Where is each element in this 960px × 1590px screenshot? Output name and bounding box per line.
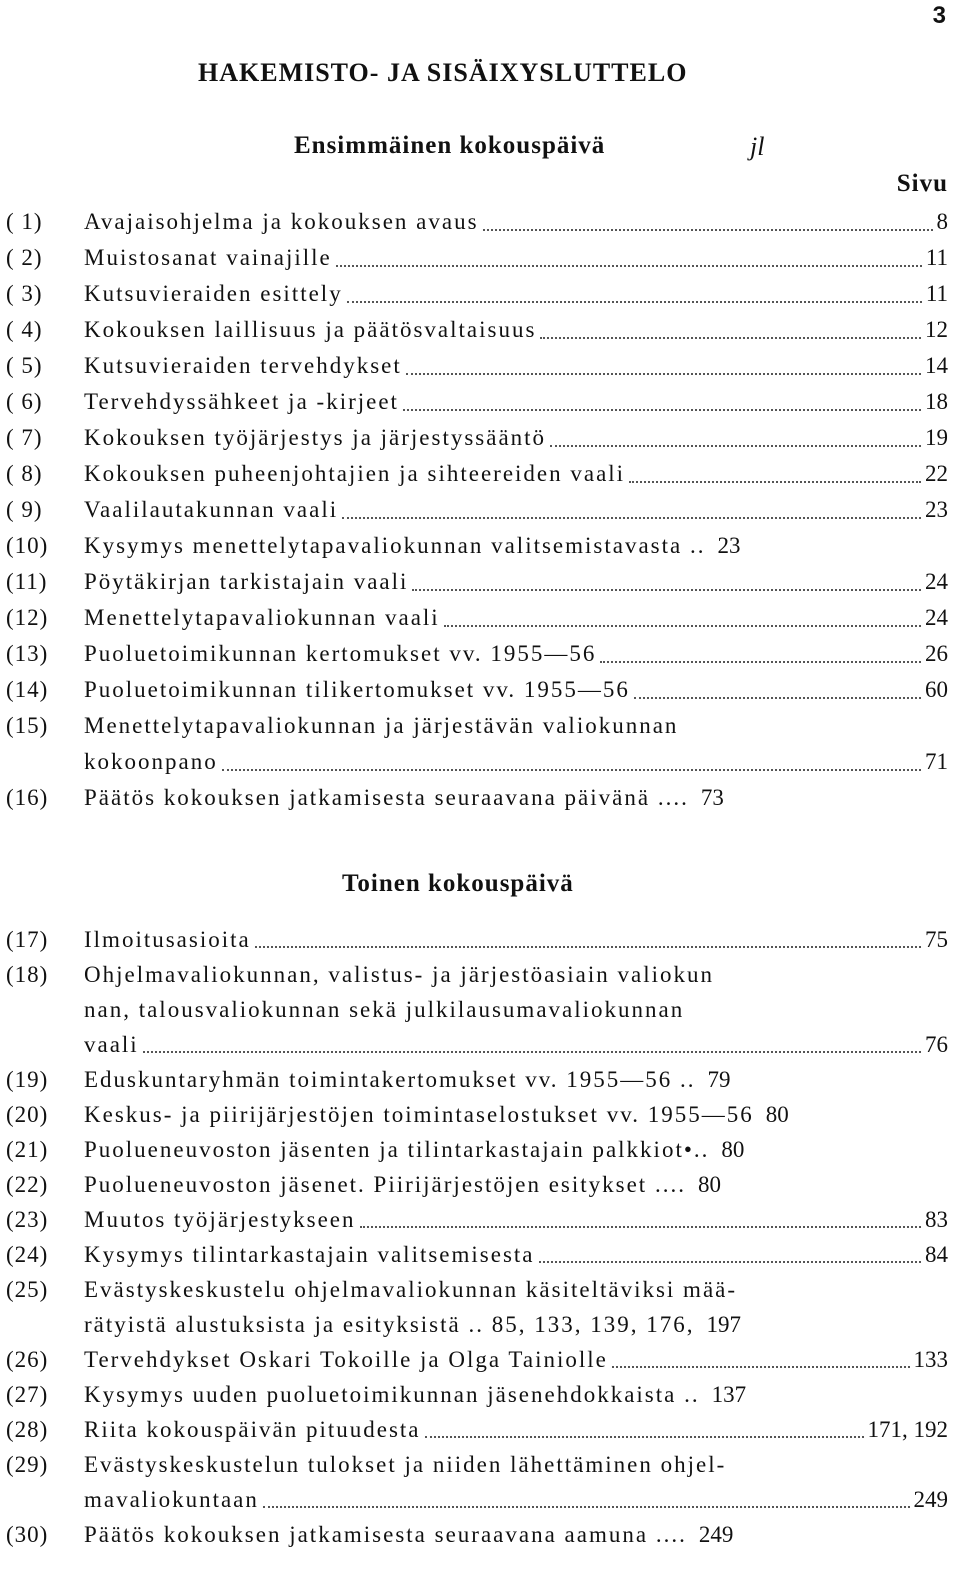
entry-number: ( 4) <box>6 317 43 342</box>
entry-number: (11) <box>6 569 48 594</box>
page-ref: 249 <box>913 1487 948 1512</box>
toc-entry <box>0 348 948 384</box>
dot-leader <box>444 624 921 627</box>
entry-title: Kokouksen laillisuus ja päätösvaltaisuus <box>84 317 537 342</box>
dot-leader <box>255 945 921 948</box>
page-ref: 80 <box>721 1137 745 1162</box>
toc-entry <box>0 312 948 348</box>
dot-leader <box>403 408 921 411</box>
toc-list-second-day <box>0 922 948 1552</box>
entry-title: Tervehdykset Oskari Tokoille ja Olga Tainiolle <box>84 1347 608 1372</box>
toc-entry <box>0 1062 948 1097</box>
page-ref: 23 <box>925 497 948 522</box>
toc-entry <box>0 957 948 1062</box>
entry-title: Tervehdyssähkeet ja -kirjeet <box>84 389 399 414</box>
page-ref: 171, 192 <box>867 1417 948 1442</box>
toc-line <box>0 528 948 564</box>
entry-number: ( 1) <box>6 209 43 234</box>
toc-line <box>0 1167 948 1202</box>
toc-entry <box>0 384 948 420</box>
toc-entry <box>0 528 948 564</box>
dot-leader <box>347 300 922 303</box>
toc-line <box>0 492 948 528</box>
page-ref: 23 <box>717 533 741 558</box>
page-ref: 18 <box>925 389 948 414</box>
page-ref: 11 <box>925 245 948 270</box>
entry-number: (23) <box>6 1207 49 1232</box>
page-ref: 14 <box>925 353 948 378</box>
toc-entry <box>0 1412 948 1447</box>
entry-title: Päätös kokouksen jatkamisesta seuraavana aamuna .... <box>84 1522 687 1547</box>
entry-title: Puoluetoimikunnan kertomukset vv. 1955—56 <box>84 641 597 666</box>
entry-title: vaali <box>84 1032 139 1057</box>
toc-line <box>0 1062 948 1097</box>
entry-number: (13) <box>6 641 49 666</box>
entry-number: ( 3) <box>6 281 43 306</box>
page-ref: 22 <box>925 461 948 486</box>
entry-number: ( 5) <box>6 353 43 378</box>
page-ref: 83 <box>925 1207 948 1232</box>
page-ref: 80 <box>765 1102 789 1127</box>
page-ref: 12 <box>925 317 948 342</box>
toc-line <box>0 1202 948 1237</box>
dot-leader <box>342 516 921 519</box>
toc-line <box>0 312 948 348</box>
handwritten-note: jl <box>750 132 765 161</box>
toc-entry <box>0 780 948 816</box>
dot-leader <box>222 768 921 771</box>
toc-entry <box>0 564 948 600</box>
entry-number: ( 9) <box>6 497 43 522</box>
toc-entry <box>0 1342 948 1377</box>
entry-title: Päätös kokouksen jatkamisesta seuraavana päivänä .... <box>84 785 689 810</box>
page-ref: 133 <box>913 1347 948 1372</box>
toc-list-first-day <box>0 204 948 816</box>
entry-number: (20) <box>6 1102 49 1127</box>
toc-line <box>0 240 948 276</box>
entry-title: Ohjelmavaliokunnan, valistus- ja järjestöasiain valiokun <box>84 962 715 987</box>
entry-title: Puolueneuvoston jäsenet. Piirijärjestöjen esitykset .... <box>84 1172 686 1197</box>
dot-leader <box>143 1050 921 1053</box>
toc-line <box>0 672 948 708</box>
entry-title: Puolueneuvoston jäsenten ja tilintarkastajain palkkiot•.. <box>84 1137 710 1162</box>
toc-line <box>0 1237 948 1272</box>
dot-leader <box>634 696 921 699</box>
toc-entry <box>0 1447 948 1517</box>
entry-number: (14) <box>6 677 49 702</box>
toc-entry <box>0 708 948 780</box>
toc-line <box>0 384 948 420</box>
toc-line <box>0 1132 948 1167</box>
entry-title: Menettelytapavaliokunnan vaali <box>84 605 440 630</box>
toc-line <box>0 922 948 957</box>
entry-title: kokoonpano <box>84 749 218 774</box>
toc-entry <box>0 1517 948 1552</box>
entry-number: (15) <box>6 713 49 738</box>
entry-title: Muutos työjärjestykseen <box>84 1207 356 1232</box>
page-ref: 84 <box>925 1242 948 1267</box>
toc-entry <box>0 240 948 276</box>
entry-number: ( 6) <box>6 389 43 414</box>
page-ref: 8 <box>936 209 948 234</box>
entry-title: Pöytäkirjan tarkistajain vaali <box>84 569 409 594</box>
entry-number: (17) <box>6 927 49 952</box>
page-ref: 249 <box>698 1522 734 1547</box>
dot-leader <box>540 336 921 339</box>
toc-entry <box>0 1237 948 1272</box>
entry-number: (21) <box>6 1137 49 1162</box>
entry-title: Riita kokouspäivän pituudesta <box>84 1417 421 1442</box>
toc-entry <box>0 420 948 456</box>
entry-number: (10) <box>6 533 49 558</box>
entry-number: (27) <box>6 1382 49 1407</box>
dot-leader <box>412 588 921 591</box>
page-ref: 76 <box>925 1032 948 1057</box>
entry-number: ( 8) <box>6 461 43 486</box>
page-ref: 26 <box>925 641 948 666</box>
toc-line <box>0 1272 948 1307</box>
entry-title: mavaliokuntaan <box>84 1487 259 1512</box>
entry-title: rätyistä alustuksista ja esityksistä .. 85, 133, 139, 176, <box>84 1312 695 1337</box>
entry-title: nan, talousvaliokunnan sekä julkilausumavaliokunnan <box>84 997 685 1022</box>
toc-entry <box>0 1132 948 1167</box>
toc-line <box>0 1482 948 1517</box>
toc-line <box>0 1377 948 1412</box>
page-ref: 197 <box>706 1312 741 1337</box>
toc-entry <box>0 456 948 492</box>
section-heading-second-day: Toinen kokouspäivä <box>342 870 574 897</box>
entry-title: Kokouksen puheenjohtajien ja sihteereiden vaali <box>84 461 626 486</box>
toc-line <box>0 780 948 816</box>
entry-title: Vaalilautakunnan vaali <box>84 497 339 522</box>
toc-entry <box>0 1097 948 1132</box>
toc-line <box>0 708 948 744</box>
section-heading-first-day: Ensimmäinen kokouspäivä <box>294 132 606 159</box>
toc-entry <box>0 672 948 708</box>
toc-entry <box>0 276 948 312</box>
entry-title: Kokouksen työjärjestys ja järjestyssääntö <box>84 425 547 450</box>
toc-line <box>0 204 948 240</box>
entry-number: (19) <box>6 1067 49 1092</box>
page-ref: 79 <box>707 1067 731 1092</box>
entry-title: Keskus- ja piirijärjestöjen toimintaselostukset vv. 1955—56 <box>84 1102 754 1127</box>
page-ref: 60 <box>925 677 948 702</box>
toc-line <box>0 1517 948 1552</box>
dot-leader <box>360 1225 922 1228</box>
toc-entry <box>0 204 948 240</box>
dot-leader <box>600 660 921 663</box>
entry-number: (29) <box>6 1452 49 1477</box>
entry-title: Kutsuvieraiden esittely <box>84 281 343 306</box>
toc-entry <box>0 1167 948 1202</box>
toc-entry <box>0 492 948 528</box>
entry-number: (30) <box>6 1522 49 1547</box>
toc-line <box>0 600 948 636</box>
page-ref: 11 <box>925 281 948 306</box>
entry-title: Kysymys tilintarkastajain valitsemisesta <box>84 1242 535 1267</box>
entry-number: (25) <box>6 1277 49 1302</box>
toc-line <box>0 564 948 600</box>
toc-line <box>0 1342 948 1377</box>
entry-number: (18) <box>6 962 49 987</box>
toc-line <box>0 420 948 456</box>
toc-line <box>0 957 948 992</box>
entry-title: Muistosanat vainajille <box>84 245 332 270</box>
page-ref: 24 <box>925 605 948 630</box>
entry-number: (22) <box>6 1172 49 1197</box>
toc-entry <box>0 1377 948 1412</box>
entry-number: ( 7) <box>6 425 43 450</box>
entry-title: Kysymys menettelytapavaliokunnan valitsemistavasta .. <box>84 533 706 558</box>
entry-title: Kutsuvieraiden tervehdykset <box>84 353 402 378</box>
page-ref: 71 <box>925 749 948 774</box>
entry-title: Evästyskeskustelu ohjelmavaliokunnan käsiteltäviksi mää- <box>84 1277 738 1302</box>
entry-number: (24) <box>6 1242 49 1267</box>
toc-entry <box>0 922 948 957</box>
page-ref: 73 <box>700 785 724 810</box>
toc-entry <box>0 600 948 636</box>
toc-line <box>0 456 948 492</box>
entry-number: (16) <box>6 785 49 810</box>
dot-leader <box>612 1365 910 1368</box>
dot-leader <box>629 480 921 483</box>
page-number: 3 <box>932 2 946 29</box>
toc-line <box>0 348 948 384</box>
toc-line <box>0 1412 948 1447</box>
toc-line <box>0 1307 948 1342</box>
entry-number: (12) <box>6 605 49 630</box>
toc-line <box>0 992 948 1027</box>
entry-number: (28) <box>6 1417 49 1442</box>
toc-line <box>0 744 948 780</box>
toc-line <box>0 1097 948 1132</box>
page-ref: 80 <box>697 1172 721 1197</box>
entry-title: Eduskuntaryhmän toimintakertomukset vv. 1955—56 .. <box>84 1067 696 1092</box>
toc-entry <box>0 636 948 672</box>
entry-title: Evästyskeskustelun tulokset ja niiden lähettäminen ohjel- <box>84 1452 727 1477</box>
entry-number: (26) <box>6 1347 49 1372</box>
page-ref: 137 <box>711 1382 747 1407</box>
entry-title: Menettelytapavaliokunnan ja järjestävän valiokunnan <box>84 713 679 738</box>
toc-entry <box>0 1272 948 1342</box>
entry-title: Avajaisohjelma ja kokouksen avaus <box>84 209 479 234</box>
page-ref: 24 <box>925 569 948 594</box>
toc-line <box>0 1447 948 1482</box>
page-column-header: Sivu <box>896 170 948 197</box>
page-title: HAKEMISTO- JA SISÄIXYSLUTTELO <box>198 58 688 87</box>
dot-leader <box>550 444 921 447</box>
entry-title: Ilmoitusasioita <box>84 927 251 952</box>
dot-leader <box>483 228 933 231</box>
entry-title: Kysymys uuden puoluetoimikunnan jäsenehdokkaista .. <box>84 1382 700 1407</box>
entry-number: ( 2) <box>6 245 43 270</box>
dot-leader <box>539 1260 922 1263</box>
entry-title: Puoluetoimikunnan tilikertomukset vv. 1955—56 <box>84 677 630 702</box>
dot-leader <box>425 1435 864 1438</box>
dot-leader <box>336 264 922 267</box>
page-ref: 19 <box>925 425 948 450</box>
dot-leader <box>263 1505 910 1508</box>
toc-line <box>0 1027 948 1062</box>
toc-line <box>0 276 948 312</box>
toc-line <box>0 636 948 672</box>
dot-leader <box>406 372 921 375</box>
toc-entry <box>0 1202 948 1237</box>
page-ref: 75 <box>925 927 948 952</box>
